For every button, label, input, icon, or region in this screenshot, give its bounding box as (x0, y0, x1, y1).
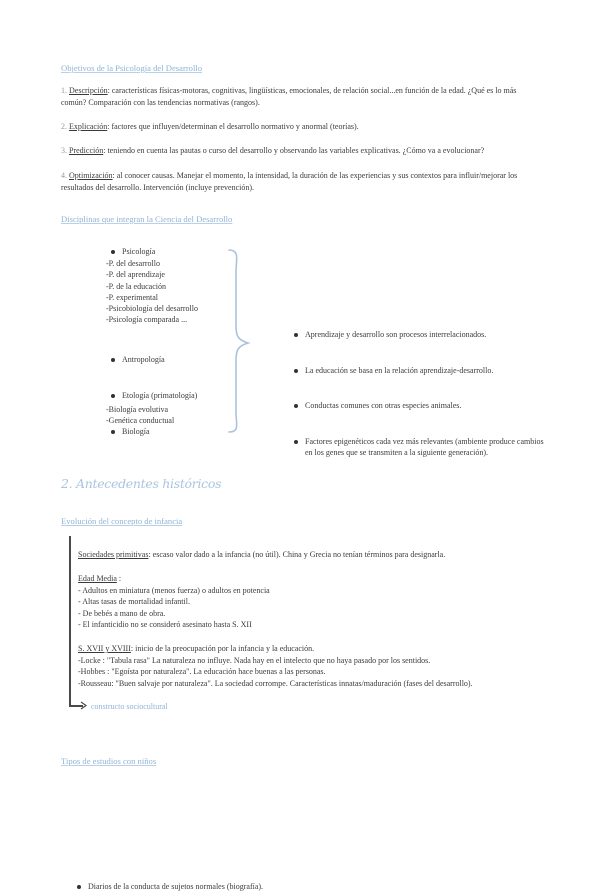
estudios-heading: Tipos de estudios con niños (61, 756, 157, 766)
objective-item-2 (61, 121, 541, 133)
discipline-psicologia: Psicología (122, 246, 600, 257)
relation-item: Conductas comunes con otras especies animales. (305, 400, 545, 412)
infancia-heading: Evolución del concepto de infancia (61, 516, 183, 526)
edad-media-title (78, 573, 548, 585)
edad-media-item: - El infanticidio no se consideró asesinato hasta S. XII (78, 620, 252, 629)
objective-term: Explicación (69, 122, 108, 131)
disciplines-heading: Disciplinas que integran la Ciencia del Desarrollo (61, 214, 233, 224)
subfield: -P. de la educación (106, 281, 166, 291)
edad-media-item: - Adultos en miniatura (menos fuerza) o adultos en potencia (78, 585, 270, 595)
objective-item-1 (61, 85, 541, 108)
siglos-text: : inicio de la preocupación por la infancia y la educación. (130, 644, 315, 653)
objective-item-3 (61, 145, 541, 157)
section-2-title: 2. Antecedentes históricos (61, 476, 222, 491)
objectives-heading: Objetivos de la Psicología del Desarrollo (61, 63, 203, 73)
relation-item: La educación se basa en la relación aprendizaje-desarrollo. (305, 365, 545, 377)
subfield: -P. del desarrollo (106, 259, 160, 268)
objective-term: Descripción (69, 86, 108, 95)
objective-number: 1. (61, 86, 67, 95)
primitivas-paragraph (78, 549, 548, 561)
biologia-subfields (106, 404, 174, 427)
objective-text: : factores que influyen/determinan el desarrollo normativo y anormal (teorías). (107, 122, 359, 131)
siglos-item: -Locke : "Tabula rasa" La naturaleza no influye. Nada hay en el intelecto que no haya pasado por los sentidos. (78, 655, 431, 665)
edad-media-item: - Altas tasas de mortalidad infantil. (78, 597, 190, 606)
objective-number: 3. (61, 146, 67, 155)
relation-item: Factores epigenéticos cada vez más relevantes (ambiente produce cambios en los genes que se transmiten a la siguiente generación). (305, 436, 544, 458)
psicologia-subfields (106, 258, 198, 326)
discipline-etologia: Etología (primatología) (122, 390, 600, 401)
subfield: -P. experimental (106, 292, 158, 302)
objective-text: : características físicas-motoras, cognitivas, lingüísticas, emocionales, de relación social...en función de la edad. ¿Qué es lo más común? Comparación con las tendencias normativas (rangos). (61, 86, 517, 107)
subfield: -P. del aprendizaje (106, 270, 165, 280)
discipline-antropologia: Antropología (122, 354, 600, 365)
edad-media-colon: : (116, 574, 122, 583)
siglos-item: -Rousseau: "Buen salvaje por naturaleza". La sociedad corrompe. Características innatas/maduración (fases del desarrollo). (78, 678, 473, 688)
siglos-term: S. XVII y XVIII (78, 644, 131, 653)
objective-term: Optimización (69, 171, 113, 180)
siglos-item: -Hobbes : "Egoísta por naturaleza". La educación hace buenas a las personas. (78, 667, 326, 676)
curly-brace-icon (226, 248, 252, 434)
relation-item: Aprendizaje y desarrollo son procesos interrelacionados. (305, 329, 545, 341)
edad-media-term: Edad Media (78, 574, 117, 583)
timeline-bar (69, 536, 71, 706)
subfield: -Genética conductual (106, 416, 175, 426)
primitivas-text: : escaso valor dado a la infancia (no útil). China y Grecia no tenían términos para designarla. (148, 550, 446, 559)
objective-text: : teniendo en cuenta las pautas o curso del desarrollo y observando las variables explicativas. ¿Cómo va a evolucionar? (103, 146, 485, 155)
objective-number: 2. (61, 122, 67, 131)
edad-media-block (78, 573, 548, 631)
arrow-right-icon (80, 701, 88, 710)
primitivas-term: Sociedades primitivas (78, 550, 149, 559)
subfield: -Biología evolutiva (106, 405, 168, 414)
siglos-block (78, 643, 558, 689)
discipline-biologia: Biología (122, 426, 600, 437)
objective-text: : al conocer causas. Manejar el momento, la intensidad, la duración de las experiencias y sus contextos para influir/mejorar los resultados del desarrollo. Intervención (incluye prevención). (61, 171, 518, 192)
objective-term: Predicción (69, 146, 104, 155)
objective-item-4 (61, 170, 541, 193)
objective-number: 4. (61, 171, 67, 180)
edad-media-item: - De bebés a mano de obra. (78, 608, 166, 618)
estudios-item: Diarios de la conducta de sujetos normales (biografía). (88, 881, 488, 892)
subfield: -Psicobiología del desarrollo (106, 304, 198, 314)
subfield: -Psicología comparada ... (106, 315, 188, 325)
siglos-title (78, 643, 558, 655)
constructo-label: constructo sociocultural (91, 702, 168, 711)
